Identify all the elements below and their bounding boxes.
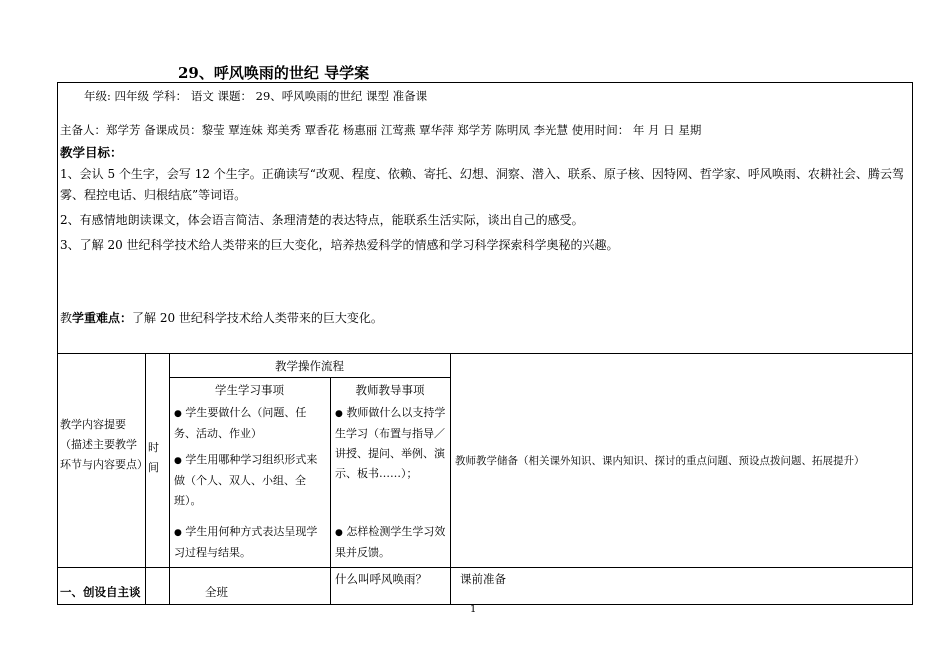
table-divider <box>57 567 913 568</box>
goal-2: 2、有感情地朗读课文，体会语言简洁、条理清楚的表达特点，能联系生活实际，谈出自己的感受。 <box>60 213 584 227</box>
info-line-1: 年级: 四年级 学科： 语文 课题： 29、呼风唤雨的世纪 课型 准备课 <box>84 89 428 103</box>
info-line-2: 主备人：郑学芳 备课成员：黎莹 覃连妹 郑美秀 覃香花 杨惠丽 江莺燕 覃华萍 郑学芳 陈明凤 李光慧 使用时间： 年 月 日 星期 <box>60 123 702 137</box>
table-divider <box>169 377 450 378</box>
goal-3: 3、了解 20 世纪科学技术给人类带来的巨大变化，培养热爱科学的情感和学习科学探索科学奥秘的兴趣。 <box>60 238 619 252</box>
page-number: 1 <box>470 604 477 615</box>
flow-header: 教学操作流程 <box>275 359 344 373</box>
teacher-header: 教师教导事项 <box>355 383 425 397</box>
page-title: 29、呼风唤雨的世纪 导学案 <box>178 64 370 82</box>
row1-student: 全班 <box>205 585 228 599</box>
list-item: ● 学生要做什么（问题、任务、活动、作业） <box>174 406 307 440</box>
row1-teacher: 什么叫呼风唤雨？ <box>335 572 427 586</box>
prep-column-header: 教师教学储备（相关课外知识、课内知识、探讨的重点问题、预设点拨问题、拓展提升） <box>455 455 865 467</box>
key-prefix: 教 <box>60 311 73 325</box>
key-label: 学重难点： <box>72 311 133 325</box>
list-item: ● 学生用哪种学习组织形式来做（个人、双人、小组、全班）。 <box>174 453 318 507</box>
row1-section: 一、创设自主谈 <box>60 585 141 599</box>
goals-label: 教学目标： <box>60 145 123 160</box>
list-item: ● 怎样检测学生学习效果并反馈。 <box>335 525 446 559</box>
time-column-header: 时间 <box>148 441 159 474</box>
row1-prep: 课前准备 <box>460 572 506 586</box>
table-divider <box>330 378 331 605</box>
student-header: 学生学习事项 <box>215 383 284 397</box>
content-column-header: 教学内容提要（描述主要教学环节与内容要点） <box>60 418 148 471</box>
key-text: 了解 20 世纪科学技术给人类带来的巨大变化。 <box>132 311 383 325</box>
goal-1: 1、会认 5 个生字，会写 12 个生字。正确读写“改观、程度、依赖、寄托、幻想、洞察、潜入、联系、原子核、因特网、哲学家、呼风唤雨、农耕社会、腾云驾雾、程控电话、归根结底”等词语。 <box>60 167 904 202</box>
key-points <box>60 311 383 325</box>
list-item: ● 学生用何种方式表达呈现学习过程与结果。 <box>174 525 318 559</box>
list-item: ● 教师做什么以支持学生学习（布置与指导／讲授、提问、举例、演示、板书……）； <box>335 406 446 480</box>
